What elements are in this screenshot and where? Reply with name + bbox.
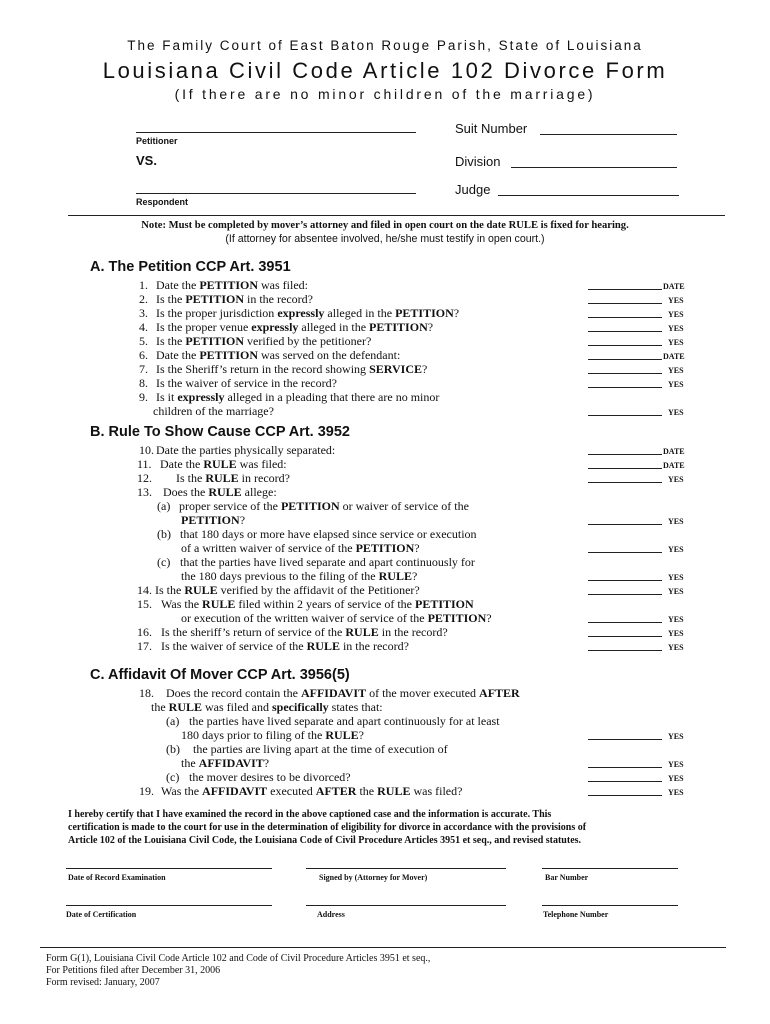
footer-divider <box>40 947 726 948</box>
item-number: 6. <box>139 348 148 362</box>
yes-label: YES <box>668 324 684 333</box>
answer-blank-line[interactable] <box>588 482 662 483</box>
item-text: proper service of the PETITION or waiver of service of the <box>179 499 469 513</box>
suit-number-field[interactable] <box>540 134 677 135</box>
judge-label: Judge <box>455 182 491 197</box>
item-number: (c) <box>157 555 171 569</box>
item-number: 19. <box>139 784 154 798</box>
date-answer-field[interactable] <box>588 278 692 292</box>
item-text: Is the waiver of service in the record? <box>156 376 337 390</box>
item-number: 15. <box>137 597 152 611</box>
answer-blank-line[interactable] <box>588 373 662 374</box>
date-answer-field[interactable] <box>588 443 692 457</box>
item-number: 12. <box>137 471 152 485</box>
item-text: the AFFIDAVIT? <box>181 756 270 770</box>
date-of-record-examination-line[interactable] <box>66 868 272 869</box>
item-number: (c) <box>166 770 180 784</box>
yes-label: YES <box>668 629 684 638</box>
item-text: the 180 days previous to the filing of the RULE? <box>181 569 418 583</box>
item-text: the parties have lived separate and apart continuously for at least <box>189 714 500 728</box>
note-line-2: (If attorney for absentee involved, he/she must testify in open court.) <box>225 233 545 245</box>
yes-label: YES <box>668 643 684 652</box>
answer-blank-line[interactable] <box>588 303 662 304</box>
answer-blank-line[interactable] <box>588 454 662 455</box>
item-number: 11. <box>137 457 152 471</box>
address-label: Address <box>317 910 345 919</box>
item-number: (b) <box>166 742 180 756</box>
yes-answer-field[interactable] <box>588 471 692 485</box>
section-a-title: A. The Petition CCP Art. 3951 <box>90 259 291 275</box>
section-c-title: C. Affidavit Of Mover CCP Art. 3956(5) <box>90 667 350 683</box>
item-text: Is it expressly alleged in a pleading that there are no minor <box>156 390 440 404</box>
item-text: Does the record contain the AFFIDAVIT of the mover executed AFTER <box>166 686 520 700</box>
answer-blank-line[interactable] <box>588 650 662 651</box>
item-text: Is the PETITION verified by the petitioner? <box>156 334 372 348</box>
item-number: 17. <box>137 639 152 653</box>
item-text: Does the RULE allege: <box>163 485 277 499</box>
telephone-number-line[interactable] <box>542 905 678 906</box>
date-answer-field[interactable] <box>588 348 692 362</box>
date-of-certification-line[interactable] <box>66 905 272 906</box>
signed-by-label: Signed by (Attorney for Mover) <box>319 873 428 882</box>
answer-blank-line[interactable] <box>588 795 662 796</box>
yes-label: YES <box>668 615 684 624</box>
answer-blank-line[interactable] <box>588 387 662 388</box>
yes-label: YES <box>668 408 684 417</box>
yes-answer-field[interactable] <box>588 770 692 784</box>
address-line[interactable] <box>306 905 506 906</box>
yes-label: YES <box>668 475 684 484</box>
yes-label: YES <box>668 338 684 347</box>
item-number: 18. <box>139 686 154 700</box>
yes-label: YES <box>668 517 684 526</box>
yes-label: YES <box>668 573 684 582</box>
answer-blank-line[interactable] <box>588 331 662 332</box>
item-text: Is the proper venue expressly alleged in the PETITION? <box>156 320 434 334</box>
item-text: Is the proper jurisdiction expressly alleged in the PETITION? <box>156 306 460 320</box>
footer-line-2: For Petitions filed after December 31, 2006 <box>46 965 221 976</box>
answer-blank-line[interactable] <box>588 289 662 290</box>
bar-number-line[interactable] <box>542 868 678 869</box>
date-label: DATE <box>663 461 685 470</box>
yes-answer-field[interactable] <box>588 320 692 334</box>
item-number: (a) <box>166 714 180 728</box>
note-line-1: Note: Must be completed by mover’s attorney and filed in open court on the date RULE is fixed for hearing. <box>141 220 629 231</box>
item-text: the parties are living apart at the time of execution of <box>193 742 448 756</box>
item-text: Was the AFFIDAVIT executed AFTER the RULE was filed? <box>161 784 463 798</box>
section-b-title: B. Rule To Show Cause CCP Art. 3952 <box>90 424 350 440</box>
item-text: children of the marriage? <box>153 404 274 418</box>
court-name: The Family Court of East Baton Rouge Parish, State of Louisiana <box>127 38 643 53</box>
item-text: Is the sheriff’s return of service of the RULE in the record? <box>161 625 448 639</box>
answer-blank-line[interactable] <box>588 767 662 768</box>
item-number: 1. <box>139 278 148 292</box>
yes-label: YES <box>668 760 684 769</box>
yes-label: YES <box>668 732 684 741</box>
item-text: Date the PETITION was filed: <box>156 278 308 292</box>
item-text: Is the Sheriff’s return in the record showing SERVICE? <box>156 362 428 376</box>
item-number: 5. <box>139 334 148 348</box>
yes-answer-field[interactable] <box>588 639 692 653</box>
yes-answer-field[interactable] <box>588 583 692 597</box>
item-text: Is the waiver of service of the RULE in the record? <box>161 639 409 653</box>
item-text: Is the PETITION in the record? <box>156 292 313 306</box>
item-number: (a) <box>157 499 171 513</box>
yes-answer-field[interactable] <box>588 306 692 320</box>
yes-label: YES <box>668 310 684 319</box>
answer-blank-line[interactable] <box>588 468 662 469</box>
yes-label: YES <box>668 545 684 554</box>
yes-label: YES <box>668 587 684 596</box>
yes-answer-field[interactable] <box>588 513 692 527</box>
certification-line-3: Article 102 of the Louisiana Civil Code, the Louisiana Code of Civil Procedure Articles 3951 et seq., and revised statutes. <box>68 835 582 846</box>
yes-answer-field[interactable] <box>588 376 692 390</box>
division-field[interactable] <box>511 167 677 168</box>
item-number: 13. <box>137 485 152 499</box>
yes-answer-field[interactable] <box>588 728 692 742</box>
item-text: Was the RULE filed within 2 years of service of the PETITION <box>161 597 474 611</box>
item-text: Date the parties physically separated: <box>156 443 336 457</box>
versus-label: VS. <box>136 153 157 168</box>
bar-number-label: Bar Number <box>545 873 589 882</box>
item-text: Date the RULE was filed: <box>160 457 287 471</box>
item-text: of a written waiver of service of the PETITION? <box>181 541 420 555</box>
date-of-certification-label: Date of Certification <box>66 910 137 919</box>
yes-label: YES <box>668 366 684 375</box>
answer-blank-line[interactable] <box>588 415 662 416</box>
division-label: Division <box>455 154 501 169</box>
item-text: Is the RULE in record? <box>176 471 290 485</box>
petitioner-label: Petitioner <box>136 136 178 146</box>
suit-number-label: Suit Number <box>455 121 528 136</box>
date-label: DATE <box>663 352 685 361</box>
answer-blank-line[interactable] <box>588 359 662 360</box>
item-number: 4. <box>139 320 148 334</box>
caption-divider <box>68 215 725 216</box>
yes-answer-field[interactable] <box>588 404 692 418</box>
yes-answer-field[interactable] <box>588 292 692 306</box>
yes-answer-field[interactable] <box>588 784 692 798</box>
item-number: (b) <box>157 527 171 541</box>
answer-blank-line[interactable] <box>588 317 662 318</box>
answer-blank-line[interactable] <box>588 524 662 525</box>
certification-line-1: I hereby certify that I have examined the record in the above captioned case and the information is accurate. This <box>68 809 552 820</box>
yes-answer-field[interactable] <box>588 541 692 555</box>
item-text: that the parties have lived separate and apart continuously for <box>180 555 475 569</box>
yes-answer-field[interactable] <box>588 569 692 583</box>
item-number: 3. <box>139 306 148 320</box>
respondent-label: Respondent <box>136 197 189 207</box>
yes-label: YES <box>668 380 684 389</box>
signed-by-line[interactable] <box>306 868 506 869</box>
telephone-number-label: Telephone Number <box>543 910 609 919</box>
date-of-record-examination-label: Date of Record Examination <box>68 873 166 882</box>
answer-blank-line[interactable] <box>588 552 662 553</box>
answer-blank-line[interactable] <box>588 781 662 782</box>
answer-blank-line[interactable] <box>588 594 662 595</box>
item-number: 8. <box>139 376 148 390</box>
item-number: 9. <box>139 390 148 404</box>
footer-line-1: Form G(1), Louisiana Civil Code Article 102 and Code of Civil Procedure Articles 3951 et seq., <box>46 953 431 964</box>
answer-blank-line[interactable] <box>588 636 662 637</box>
judge-field[interactable] <box>498 195 679 196</box>
item-number: 7. <box>139 362 148 376</box>
yes-answer-field[interactable] <box>588 756 692 770</box>
answer-blank-line[interactable] <box>588 622 662 623</box>
yes-label: YES <box>668 296 684 305</box>
yes-answer-field[interactable] <box>588 611 692 625</box>
certification-line-2: certification is made to the court for use in the determination of eligibility for divorce in accordance with the provisions of <box>68 822 587 833</box>
date-answer-field[interactable] <box>588 457 692 471</box>
respondent-line[interactable] <box>136 193 416 194</box>
item-text: that 180 days or more have elapsed since service or execution <box>180 527 477 541</box>
item-text: PETITION? <box>181 513 246 527</box>
answer-blank-line[interactable] <box>588 739 662 740</box>
item-text: 180 days prior to filing of the RULE? <box>181 728 364 742</box>
item-number: 14. <box>137 583 152 597</box>
yes-answer-field[interactable] <box>588 334 692 348</box>
item-text: Is the RULE verified by the affidavit of the Petitioner? <box>155 583 420 597</box>
item-number: 10. <box>139 443 154 457</box>
yes-label: YES <box>668 788 684 797</box>
item-text: or execution of the written waiver of service of the PETITION? <box>181 611 492 625</box>
yes-answer-field[interactable] <box>588 362 692 376</box>
date-label: DATE <box>663 447 685 456</box>
form-subtitle: (If there are no minor children of the marriage) <box>174 86 596 102</box>
yes-answer-field[interactable] <box>588 625 692 639</box>
yes-label: YES <box>668 774 684 783</box>
answer-blank-line[interactable] <box>588 345 662 346</box>
form-title: Louisiana Civil Code Article 102 Divorce Form <box>102 58 668 83</box>
item-text: Date the PETITION was served on the defendant: <box>156 348 401 362</box>
petitioner-line[interactable] <box>136 132 416 133</box>
item-text: the mover desires to be divorced? <box>189 770 351 784</box>
answer-blank-line[interactable] <box>588 580 662 581</box>
footer-line-3: Form revised: January, 2007 <box>46 977 160 988</box>
item-number: 2. <box>139 292 148 306</box>
item-number: 16. <box>137 625 152 639</box>
date-label: DATE <box>663 282 685 291</box>
item-text: the RULE was filed and specifically states that: <box>151 700 383 714</box>
